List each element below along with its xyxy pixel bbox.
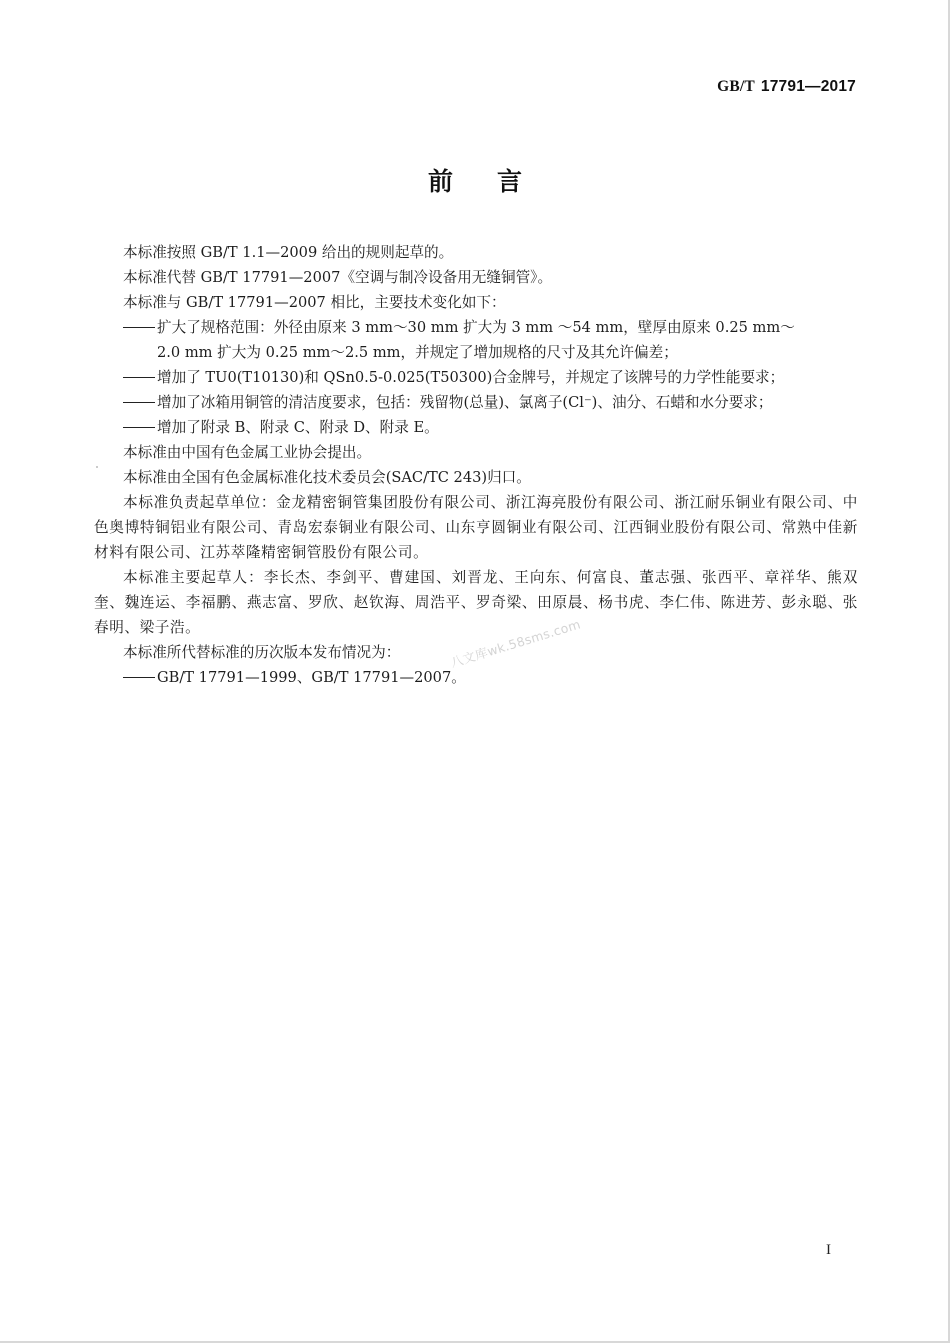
standard-number: 17791—2017 <box>760 78 856 95</box>
change-item: 增加了冰箱用铜管的清洁度要求，包括：残留物(总量)、氯离子(Cl⁻)、油分、石蜡和水分要求； <box>94 390 858 415</box>
drafting-rules-paragraph: 本标准按照 GB/T 1.1—2009 给出的规则起草的。 <box>123 244 454 261</box>
change-item: 增加了 TU0(T10130)和 QSn0.5-0.025(T50300)合金牌号，并规定了该牌号的力学性能要求； <box>94 365 858 390</box>
drafting-units-paragraph: 本标准负责起草单位：金龙精密铜管集团股份有限公司、浙江海亮股份有限公司、浙江耐乐铜业有限公司、中色奥博特铜铝业有限公司、青岛宏泰铜业有限公司、山东亨圆铜业有限公司、江西铜业股份有限公司、常熟中佳新材料有限公司、江苏萃隆精密铜管股份有限公司。 <box>94 494 858 561</box>
replaces-paragraph: 本标准代替 GB/T 17791—2007《空调与制冷设备用无缝铜管》。 <box>123 269 553 286</box>
administrator-paragraph: 本标准由全国有色金属标准化技术委员会(SAC/TC 243)归口。 <box>123 469 531 486</box>
foreword-body <box>94 240 858 690</box>
page-number: I <box>826 1242 831 1258</box>
changes-intro-paragraph: 本标准与 GB/T 17791—2007 相比，主要技术变化如下： <box>123 294 506 311</box>
scan-speck <box>96 466 98 468</box>
change-item: 增加了附录 B、附录 C、附录 D、附录 E。 <box>94 415 858 440</box>
page-title: 前言 <box>427 167 566 196</box>
em-dash-marker <box>123 327 155 328</box>
change-item-continuation: 2.0 mm 扩大为 0.25 mm～2.5 mm，并规定了增加规格的尺寸及其允许偏差； <box>157 344 678 361</box>
em-dash-marker <box>123 427 155 428</box>
main-drafters-paragraph: 本标准主要起草人：李长杰、李剑平、曹建国、刘晋龙、王向东、何富良、董志强、张西平、章祥华、熊双奎、魏连运、李福鹏、燕志富、罗欣、赵钦海、周浩平、罗奇梁、田原晨、杨书虎、李仁伟、陈进芳、彭永聪、张春明、梁子浩。 <box>94 569 858 636</box>
standard-code-header <box>717 78 856 96</box>
change-item: 扩大了规格范围：外径由原来 3 mm～30 mm 扩大为 3 mm ～54 mm，壁厚由原来 0.25 mm～ 2.0 mm 扩大为 0.25 mm～2.5 mm，并规定了增加规格的尺寸及其允许偏差； <box>94 315 858 365</box>
standard-prefix: GB/T <box>717 78 755 95</box>
history-intro-paragraph: 本标准所代替标准的历次版本发布情况为： <box>123 644 401 661</box>
em-dash-marker <box>123 402 155 403</box>
em-dash-marker <box>123 377 155 378</box>
watermark: 八文库wk.58sms.com <box>448 616 583 671</box>
proposer-paragraph: 本标准由中国有色金属工业协会提出。 <box>123 444 372 461</box>
em-dash-marker <box>123 677 155 678</box>
history-item: GB/T 17791—1999、GB/T 17791—2007。 <box>94 665 858 690</box>
